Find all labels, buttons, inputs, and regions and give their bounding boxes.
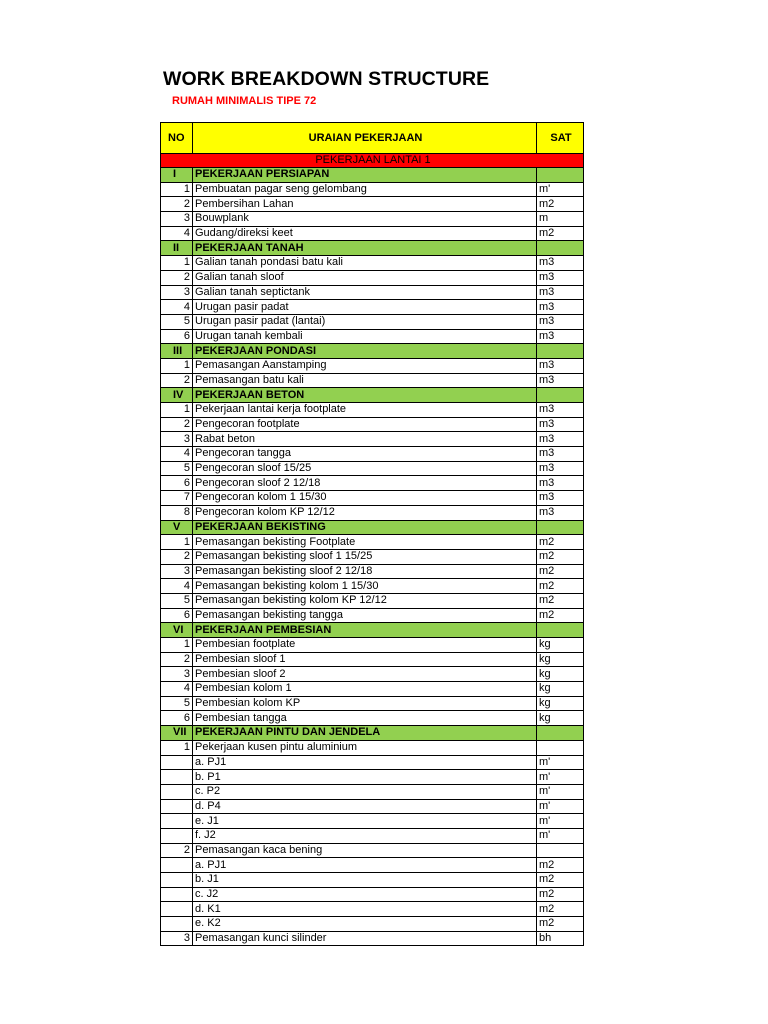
- item-number: [161, 887, 193, 902]
- item-number: 3: [161, 212, 193, 227]
- table-row: [161, 696, 584, 711]
- item-description: Pengecoran tangga: [193, 447, 537, 462]
- item-unit: m3: [537, 285, 584, 300]
- item-description: Rabat beton: [193, 432, 537, 447]
- section-row: [161, 168, 584, 183]
- table-row: [161, 226, 584, 241]
- item-number: [161, 814, 193, 829]
- section-row: [161, 344, 584, 359]
- item-unit: [537, 344, 584, 359]
- item-description: b. J1: [193, 873, 537, 888]
- item-number: 1: [161, 358, 193, 373]
- item-description: Pembesian footplate: [193, 638, 537, 653]
- item-unit: kg: [537, 696, 584, 711]
- table-row: [161, 505, 584, 520]
- item-description: Pembesian kolom 1: [193, 682, 537, 697]
- item-number: 5: [161, 696, 193, 711]
- item-unit: m3: [537, 373, 584, 388]
- item-unit: m': [537, 784, 584, 799]
- table-row: [161, 887, 584, 902]
- item-unit: m3: [537, 491, 584, 506]
- item-number: 3: [161, 667, 193, 682]
- item-number: [161, 770, 193, 785]
- item-description: Gudang/direksi keet: [193, 226, 537, 241]
- table-row: [161, 461, 584, 476]
- item-unit: m3: [537, 300, 584, 315]
- table-header-row: [161, 123, 584, 154]
- section-number: VI: [161, 623, 193, 638]
- item-description: Pembesian tangga: [193, 711, 537, 726]
- item-description: Pemasangan bekisting sloof 2 12/18: [193, 564, 537, 579]
- section-number: V: [161, 520, 193, 535]
- item-number: 1: [161, 740, 193, 755]
- item-unit: m3: [537, 358, 584, 373]
- item-description: Pengecoran sloof 15/25: [193, 461, 537, 476]
- item-description: Pembuatan pagar seng gelombang: [193, 182, 537, 197]
- section-row: [161, 520, 584, 535]
- table-row: [161, 740, 584, 755]
- item-description: Pemasangan batu kali: [193, 373, 537, 388]
- item-unit: m2: [537, 902, 584, 917]
- item-number: 3: [161, 432, 193, 447]
- item-description: Bouwplank: [193, 212, 537, 227]
- item-unit: m': [537, 182, 584, 197]
- item-unit: m': [537, 799, 584, 814]
- section-number: I: [161, 168, 193, 183]
- item-number: 1: [161, 256, 193, 271]
- wbs-table: [160, 122, 584, 946]
- item-unit: m2: [537, 197, 584, 212]
- item-description: a. PJ1: [193, 858, 537, 873]
- table-row: [161, 902, 584, 917]
- table-row: [161, 491, 584, 506]
- table-row: [161, 373, 584, 388]
- table-row: [161, 182, 584, 197]
- item-unit: m: [537, 212, 584, 227]
- item-unit: m2: [537, 887, 584, 902]
- table-row: [161, 931, 584, 946]
- item-number: 2: [161, 373, 193, 388]
- item-unit: m3: [537, 403, 584, 418]
- phase-row: [161, 154, 584, 168]
- item-number: 2: [161, 197, 193, 212]
- table-row: [161, 285, 584, 300]
- item-number: 2: [161, 270, 193, 285]
- item-number: 1: [161, 535, 193, 550]
- item-unit: [537, 241, 584, 256]
- item-number: 3: [161, 285, 193, 300]
- table-row: [161, 447, 584, 462]
- item-description: Pemasangan bekisting tangga: [193, 608, 537, 623]
- item-description: a. PJ1: [193, 755, 537, 770]
- table-row: [161, 858, 584, 873]
- table-row: [161, 828, 584, 843]
- item-number: [161, 784, 193, 799]
- header-unit: SAT: [537, 123, 584, 154]
- item-unit: m2: [537, 593, 584, 608]
- item-unit: kg: [537, 682, 584, 697]
- table-row: [161, 432, 584, 447]
- header-no: NO: [161, 123, 193, 154]
- item-number: 6: [161, 711, 193, 726]
- item-number: [161, 828, 193, 843]
- section-title: PEKERJAAN PINTU DAN JENDELA: [193, 726, 537, 741]
- item-number: [161, 858, 193, 873]
- item-number: 3: [161, 931, 193, 946]
- table-row: [161, 300, 584, 315]
- item-description: Pembesian kolom KP: [193, 696, 537, 711]
- item-description: Pemasangan kaca bening: [193, 843, 537, 858]
- header-description: URAIAN PEKERJAAN: [193, 123, 537, 154]
- item-description: Urugan pasir padat (lantai): [193, 314, 537, 329]
- item-description: Pemasangan kunci silinder: [193, 931, 537, 946]
- item-unit: m2: [537, 226, 584, 241]
- item-number: 1: [161, 182, 193, 197]
- item-number: 7: [161, 491, 193, 506]
- item-unit: [537, 520, 584, 535]
- table-row: [161, 638, 584, 653]
- item-unit: m': [537, 755, 584, 770]
- item-description: Pengecoran kolom 1 15/30: [193, 491, 537, 506]
- section-title: PEKERJAAN BEKISTING: [193, 520, 537, 535]
- table-row: [161, 608, 584, 623]
- item-number: 5: [161, 461, 193, 476]
- item-description: Pekerjaan lantai kerja footplate: [193, 403, 537, 418]
- item-unit: m': [537, 770, 584, 785]
- item-unit: m3: [537, 417, 584, 432]
- table-row: [161, 667, 584, 682]
- table-row: [161, 549, 584, 564]
- section-number: II: [161, 241, 193, 256]
- item-number: 2: [161, 549, 193, 564]
- item-unit: m2: [537, 549, 584, 564]
- item-description: Urugan pasir padat: [193, 300, 537, 315]
- item-description: Pekerjaan kusen pintu aluminium: [193, 740, 537, 755]
- section-row: [161, 388, 584, 403]
- table-row: [161, 770, 584, 785]
- table-row: [161, 917, 584, 932]
- item-unit: m2: [537, 873, 584, 888]
- item-number: 2: [161, 843, 193, 858]
- item-number: 6: [161, 476, 193, 491]
- table-row: [161, 711, 584, 726]
- item-unit: m2: [537, 564, 584, 579]
- item-number: 4: [161, 226, 193, 241]
- table-row: [161, 755, 584, 770]
- table-row: [161, 314, 584, 329]
- item-unit: m2: [537, 579, 584, 594]
- table-row: [161, 579, 584, 594]
- item-unit: m2: [537, 917, 584, 932]
- section-number: III: [161, 344, 193, 359]
- section-number: VII: [161, 726, 193, 741]
- section-title: PEKERJAAN TANAH: [193, 241, 537, 256]
- item-description: e. K2: [193, 917, 537, 932]
- item-description: Pembesian sloof 2: [193, 667, 537, 682]
- item-unit: bh: [537, 931, 584, 946]
- item-description: d. P4: [193, 799, 537, 814]
- table-row: [161, 403, 584, 418]
- section-row: [161, 726, 584, 741]
- item-description: e. J1: [193, 814, 537, 829]
- item-description: Galian tanah pondasi batu kali: [193, 256, 537, 271]
- item-unit: m': [537, 814, 584, 829]
- item-unit: kg: [537, 667, 584, 682]
- item-unit: [537, 168, 584, 183]
- section-row: [161, 241, 584, 256]
- table-row: [161, 535, 584, 550]
- item-unit: [537, 740, 584, 755]
- table-row: [161, 593, 584, 608]
- item-unit: [537, 726, 584, 741]
- section-number: IV: [161, 388, 193, 403]
- item-description: Galian tanah septictank: [193, 285, 537, 300]
- item-unit: m2: [537, 608, 584, 623]
- section-title: PEKERJAAN PONDASI: [193, 344, 537, 359]
- item-unit: m': [537, 828, 584, 843]
- item-description: c. P2: [193, 784, 537, 799]
- section-row: [161, 623, 584, 638]
- item-number: 5: [161, 593, 193, 608]
- phase-label: PEKERJAAN LANTAI 1: [161, 154, 584, 168]
- item-number: 1: [161, 403, 193, 418]
- table-row: [161, 197, 584, 212]
- item-number: 8: [161, 505, 193, 520]
- item-unit: kg: [537, 652, 584, 667]
- page-title: WORK BREAKDOWN STRUCTURE: [163, 68, 490, 90]
- item-number: 5: [161, 314, 193, 329]
- item-description: Pemasangan bekisting Footplate: [193, 535, 537, 550]
- table-row: [161, 564, 584, 579]
- section-title: PEKERJAAN BETON: [193, 388, 537, 403]
- item-unit: [537, 623, 584, 638]
- item-number: 4: [161, 579, 193, 594]
- table-row: [161, 329, 584, 344]
- item-unit: m2: [537, 858, 584, 873]
- item-unit: m3: [537, 461, 584, 476]
- item-number: 6: [161, 608, 193, 623]
- item-number: 2: [161, 417, 193, 432]
- item-number: 1: [161, 638, 193, 653]
- item-number: [161, 799, 193, 814]
- item-unit: m3: [537, 432, 584, 447]
- table-row: [161, 784, 584, 799]
- item-number: [161, 917, 193, 932]
- item-number: 3: [161, 564, 193, 579]
- item-description: Urugan tanah kembali: [193, 329, 537, 344]
- item-number: [161, 755, 193, 770]
- item-unit: m3: [537, 447, 584, 462]
- item-unit: kg: [537, 711, 584, 726]
- item-description: b. P1: [193, 770, 537, 785]
- item-description: Pembesian sloof 1: [193, 652, 537, 667]
- item-description: Pemasangan bekisting kolom 1 15/30: [193, 579, 537, 594]
- table-row: [161, 652, 584, 667]
- item-description: f. J2: [193, 828, 537, 843]
- table-row: [161, 476, 584, 491]
- item-description: Pembersihan Lahan: [193, 197, 537, 212]
- table-row: [161, 814, 584, 829]
- item-unit: kg: [537, 638, 584, 653]
- item-number: [161, 873, 193, 888]
- item-unit: m3: [537, 314, 584, 329]
- item-description: d. K1: [193, 902, 537, 917]
- item-description: Pengecoran sloof 2 12/18: [193, 476, 537, 491]
- table-row: [161, 799, 584, 814]
- item-number: 6: [161, 329, 193, 344]
- item-description: Pengecoran footplate: [193, 417, 537, 432]
- item-unit: [537, 388, 584, 403]
- section-title: PEKERJAAN PERSIAPAN: [193, 168, 537, 183]
- table-row: [161, 256, 584, 271]
- item-unit: [537, 843, 584, 858]
- item-unit: m3: [537, 505, 584, 520]
- item-description: c. J2: [193, 887, 537, 902]
- item-description: Pemasangan Aanstamping: [193, 358, 537, 373]
- item-description: Pemasangan bekisting sloof 1 15/25: [193, 549, 537, 564]
- page-subtitle: RUMAH MINIMALIS TIPE 72: [172, 95, 317, 107]
- table-row: [161, 270, 584, 285]
- table-row: [161, 843, 584, 858]
- item-number: 2: [161, 652, 193, 667]
- item-unit: m2: [537, 535, 584, 550]
- item-number: 4: [161, 300, 193, 315]
- item-number: 4: [161, 682, 193, 697]
- item-unit: m3: [537, 256, 584, 271]
- item-unit: m3: [537, 329, 584, 344]
- item-number: [161, 902, 193, 917]
- table-row: [161, 873, 584, 888]
- item-description: Pemasangan bekisting kolom KP 12/12: [193, 593, 537, 608]
- table-row: [161, 358, 584, 373]
- section-title: PEKERJAAN PEMBESIAN: [193, 623, 537, 638]
- table-row: [161, 682, 584, 697]
- item-description: Galian tanah sloof: [193, 270, 537, 285]
- table-row: [161, 417, 584, 432]
- item-number: 4: [161, 447, 193, 462]
- item-unit: m3: [537, 270, 584, 285]
- item-unit: m3: [537, 476, 584, 491]
- item-description: Pengecoran kolom KP 12/12: [193, 505, 537, 520]
- table-row: [161, 212, 584, 227]
